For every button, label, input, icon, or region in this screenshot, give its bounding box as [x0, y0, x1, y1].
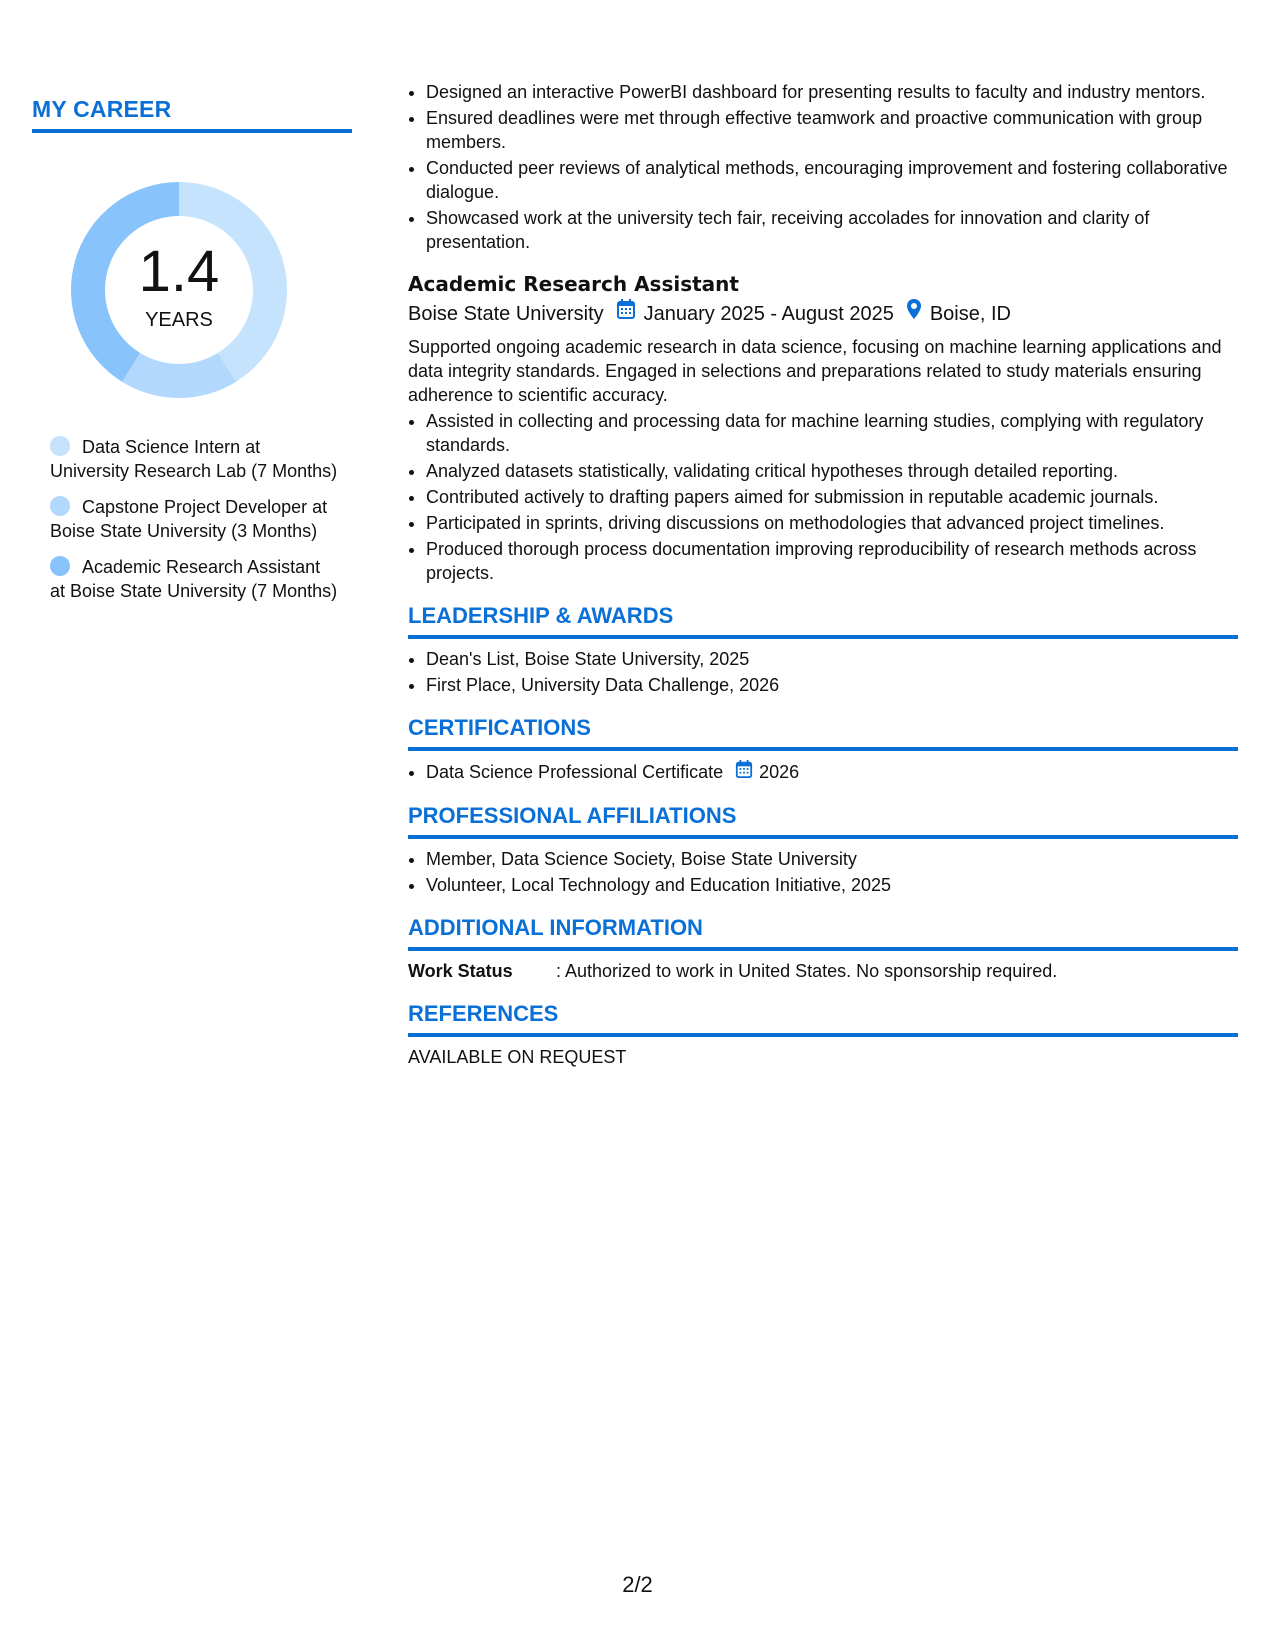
- list-item: • Ensured deadlines were met through effective teamwork and proactive communication with group members.: [426, 106, 1238, 154]
- cert-row: [426, 759, 1238, 785]
- legend-dot: [50, 496, 70, 516]
- main-column: [408, 80, 1238, 1069]
- job-description: Supported ongoing academic research in data science, focusing on machine learning applications and data integrity standards. Engaged in selections and preparations related to study materials ensuring adherence to scientific accuracy.: [408, 337, 1222, 405]
- cert-name: • Data Science Professional Certificate: [426, 762, 724, 782]
- additional-info-title: ADDITIONAL INFORMATION: [408, 913, 1238, 951]
- work-status-label: Work Status: [408, 961, 513, 981]
- job-title: Academic Research Assistant: [408, 272, 739, 296]
- list-item: • Conducted peer reviews of analytical methods, encouraging improvement and fostering collaborative dialogue.: [426, 156, 1238, 204]
- legend-label: Academic Research Assistant at Boise State University (7 Months): [50, 557, 338, 601]
- calendar-icon: [735, 759, 753, 785]
- additional-info-section: [408, 913, 1238, 983]
- job-bullets: [408, 409, 1238, 585]
- certifications-list: [408, 759, 1238, 785]
- page-number: 2/2: [622, 1572, 653, 1597]
- list-item: • Participated in sprints, driving discussions on methodologies that advanced project timelines.: [426, 511, 1238, 535]
- certifications-section: [408, 713, 1238, 785]
- job-company: Boise State University: [408, 302, 604, 325]
- legend-label: Data Science Intern at University Research Lab (7 Months): [50, 437, 338, 481]
- list-item: • Produced thorough process documentation improving reproducibility of research methods across projects.: [426, 537, 1238, 585]
- career-donut-chart: [64, 175, 294, 405]
- list-item: • Dean's List, Boise State University, 2025: [426, 647, 1238, 671]
- work-status-value: : Authorized to work in United States. No sponsorship required.: [556, 961, 1058, 981]
- cert-year: 2026: [759, 762, 800, 782]
- career-title: MY CAREER: [32, 96, 352, 133]
- list-item: • Assisted in collecting and processing data for machine learning studies, complying with regulatory standards.: [426, 409, 1238, 457]
- list-item: [426, 759, 1238, 785]
- list-item: • Showcased work at the university tech fair, receiving accolades for innovation and clarity of presentation.: [426, 206, 1238, 254]
- job-location: Boise, ID: [929, 302, 1011, 325]
- awards-list: [408, 647, 1238, 697]
- donut-center: [64, 175, 294, 405]
- affiliations-section: [408, 801, 1238, 897]
- legend-item: [50, 495, 340, 543]
- references-title: REFERENCES: [408, 999, 1238, 1037]
- references-section: [408, 999, 1238, 1069]
- list-item: • Volunteer, Local Technology and Education Initiative, 2025: [426, 873, 1238, 897]
- career-total-value: 1.4: [138, 239, 220, 304]
- career-legend: [50, 435, 340, 603]
- certifications-title: CERTIFICATIONS: [408, 713, 1238, 751]
- list-item: • Designed an interactive PowerBI dashboard for presenting results to faculty and industry mentors.: [426, 80, 1238, 104]
- list-item: • Member, Data Science Society, Boise State University: [426, 847, 1238, 871]
- career-total-unit: YEARS: [145, 309, 213, 331]
- legend-dot: [50, 556, 70, 576]
- job-meta: [408, 298, 1238, 329]
- list-item: • Analyzed datasets statistically, validating critical hypotheses through detailed reporting.: [426, 459, 1238, 483]
- map-pin-icon: [906, 298, 922, 329]
- career-column: [32, 96, 352, 615]
- awards-section: [408, 601, 1238, 697]
- affiliations-title: PROFESSIONAL AFFILIATIONS: [408, 801, 1238, 839]
- legend-item: [50, 555, 340, 603]
- list-item: • First Place, University Data Challenge, 2026: [426, 673, 1238, 697]
- previous-job-bullets: [408, 80, 1238, 254]
- legend-item: [50, 435, 340, 483]
- references-text: AVAILABLE ON REQUEST: [408, 1047, 627, 1067]
- legend-label: Capstone Project Developer at Boise State University (3 Months): [50, 497, 328, 541]
- list-item: • Contributed actively to drafting papers aimed for submission in reputable academic journals.: [426, 485, 1238, 509]
- work-status-row: [408, 959, 1238, 983]
- affiliations-list: [408, 847, 1238, 897]
- awards-title: LEADERSHIP & AWARDS: [408, 601, 1238, 639]
- legend-dot: [50, 436, 70, 456]
- job-dates: January 2025 - August 2025: [643, 302, 894, 325]
- calendar-icon: [616, 298, 636, 329]
